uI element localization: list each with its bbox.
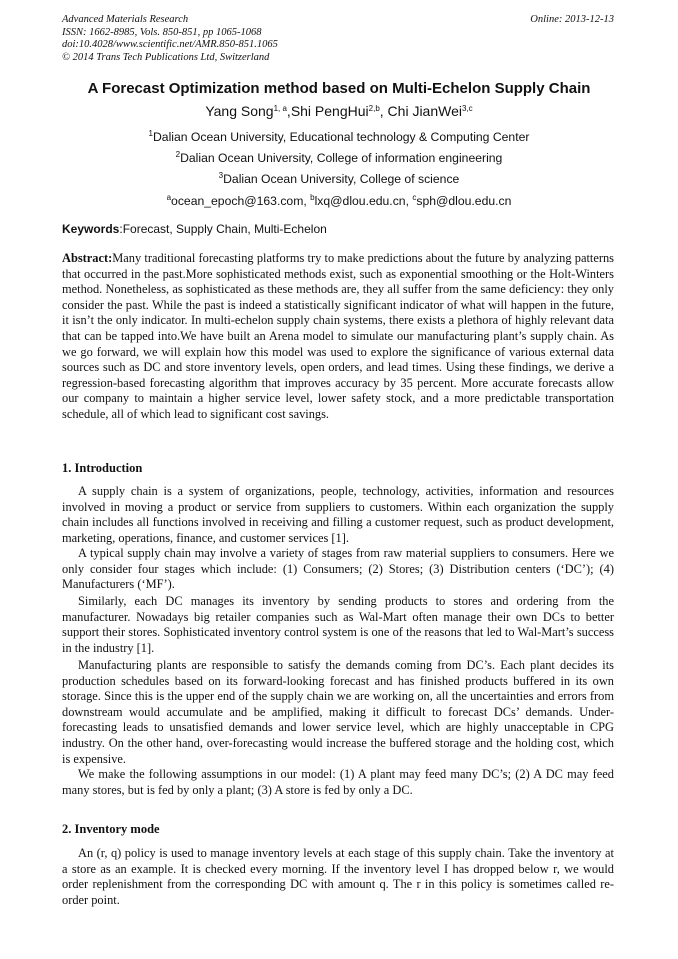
email-line [40,194,638,208]
doi-line: doi:10.4028/www.scientific.net/AMR.850-851.1065 [62,39,278,50]
author-superscript: 2,b [368,104,380,113]
email-text: sph@dlou.edu.cn [416,194,512,208]
intro-paragraph-4: Manufacturing plants are responsible to satisfy the demands coming from DC’s. Each plant decides its production schedules based on its forward-looking forecast and has finished products buffered in its own storage. Since this is the upper end of the supply chain we are working on, all the uncertainties and errors from downstream would accumulate and be amplified, making it difficult to forecast DCs’ demands. Under-forecasting leads to unsatisfied demands and lower service level, which are highly unacceptable in CPG industry. On the other hand, over-forecasting would increase the buffered storage and the holding cost, which is expensive. [62,658,614,766]
keywords [62,222,614,236]
author-separator: , [286,103,291,119]
issn-line: ISSN: 1662-8985, Vols. 850-851, pp 1065-1068 [62,26,262,38]
author-name: Shi PengHui [290,103,369,119]
affiliation-text: Dalian Ocean University, Educational technology & Computing Center [153,130,530,144]
abstract-label: Abstract: [62,251,113,265]
email-superscript: b [310,193,315,202]
affiliation-2 [40,151,638,165]
paper-title: A Forecast Optimization method based on Multi-Echelon Supply Chain [87,80,591,97]
journal-header [62,14,614,64]
author-superscript: 1, a [273,104,287,113]
abstract-text: Many traditional forecasting platforms try to make predictions about the future by analyzing patterns that occurred in the past.More sophisticated methods exist, such as exponential smoothing or the Holt-Winters method. Nonetheless, as sophisticated as these methods are, they all suffer from the same deficiency: they only consider the past. While the past is indeed a statistically significant indicator of what will happen in the future, it isn’t the only indicator. In multi-echelon supply chain systems, there exists a plethora of highly relevant data that can be tapped into.We have built an Arena model to simulate our manufacturing plant’s supply chain. As we go forward, we will explain how this model was used to explore the significance of various external data sources such as DC and store inventory levels, open orders, and lead times. Using these findings, we derive a regression-based forecasting algorithm that improves accuracy by 35 percent. More accurate forecasts allow our company to maintain a higher service level, lower safety stock, and a more predictable transportation schedule, all of which lead to significant cost savings. [62,251,614,421]
section-heading-introduction: 1. Introduction [62,461,143,475]
abstract [62,251,614,423]
email-superscript: c [412,193,417,202]
author-separator: , [379,103,388,119]
affiliation-superscript: 3 [218,171,224,180]
keywords-label: Keywords [62,222,120,236]
author-superscript: 3,c [461,104,473,113]
affiliation-text: Dalian Ocean University, College of information engineering [180,151,503,165]
affiliation-3 [40,172,638,186]
intro-paragraph-1: A supply chain is a system of organizations, people, technology, activities, information and resources involved in moving a product or service from suppliers to customers. Within each organization the supply chain includes all functions involved in receiving and filling a customer request, such as product development, marketing, operations, finance, and customer services [1]. [62,484,614,545]
email-text: lxq@dlou.edu.cn, [314,194,413,208]
keywords-text: :Forecast, Supply Chain, Multi-Echelon [119,222,327,236]
intro-paragraph-3: Similarly, each DC manages its inventory by sending products to stores and ordering from the manufacturer. Nowadays big retailer companies such as Wal-Mart often manage their own DCs to better support their stores. Sophisticated inventory control system is one of the reasons that led to Wal-Mart’s success in the industry [1]. [62,594,614,655]
copyright-line: © 2014 Trans Tech Publications Ltd, Switzerland [62,51,270,63]
affiliation-1 [40,130,638,144]
affiliation-superscript: 1 [148,129,153,138]
affiliation-text: Dalian Ocean University, College of science [223,172,460,186]
inventory-paragraph-1: An (r, q) policy is used to manage inventory levels at each stage of this supply chain. Take the inventory at a store as an example. It is checked every morning. If the inventory level I has dropped below r, we would order replenishment from the corresponding DC with amount q. The r in this policy is sometimes called re-order point. [62,846,614,907]
author-list [40,103,638,119]
author-name: Chi JianWei [387,103,462,119]
section-heading-inventory-mode: 2. Inventory mode [62,822,160,836]
intro-paragraph-2: A typical supply chain may involve a variety of stages from raw material suppliers to consumers. Here we only consider four stages which include: (1) Consumers; (2) Stores; (3) Distribution centers (‘DC’); (4) Manufacturers (‘MF’). [62,546,614,592]
online-date: Online: 2013-12-13 [530,14,614,25]
email-text: ocean_epoch@163.com, [171,194,311,208]
email-superscript: a [166,193,172,202]
affiliation-superscript: 2 [175,150,181,159]
journal-name: Advanced Materials Research [62,14,189,25]
author-name: Yang Song [205,103,274,119]
intro-paragraph-5: We make the following assumptions in our model: (1) A plant may feed many DC’s; (2) A DC may feed many stores, but is fed by only a plant; (3) A store is fed by only a DC. [62,767,614,797]
